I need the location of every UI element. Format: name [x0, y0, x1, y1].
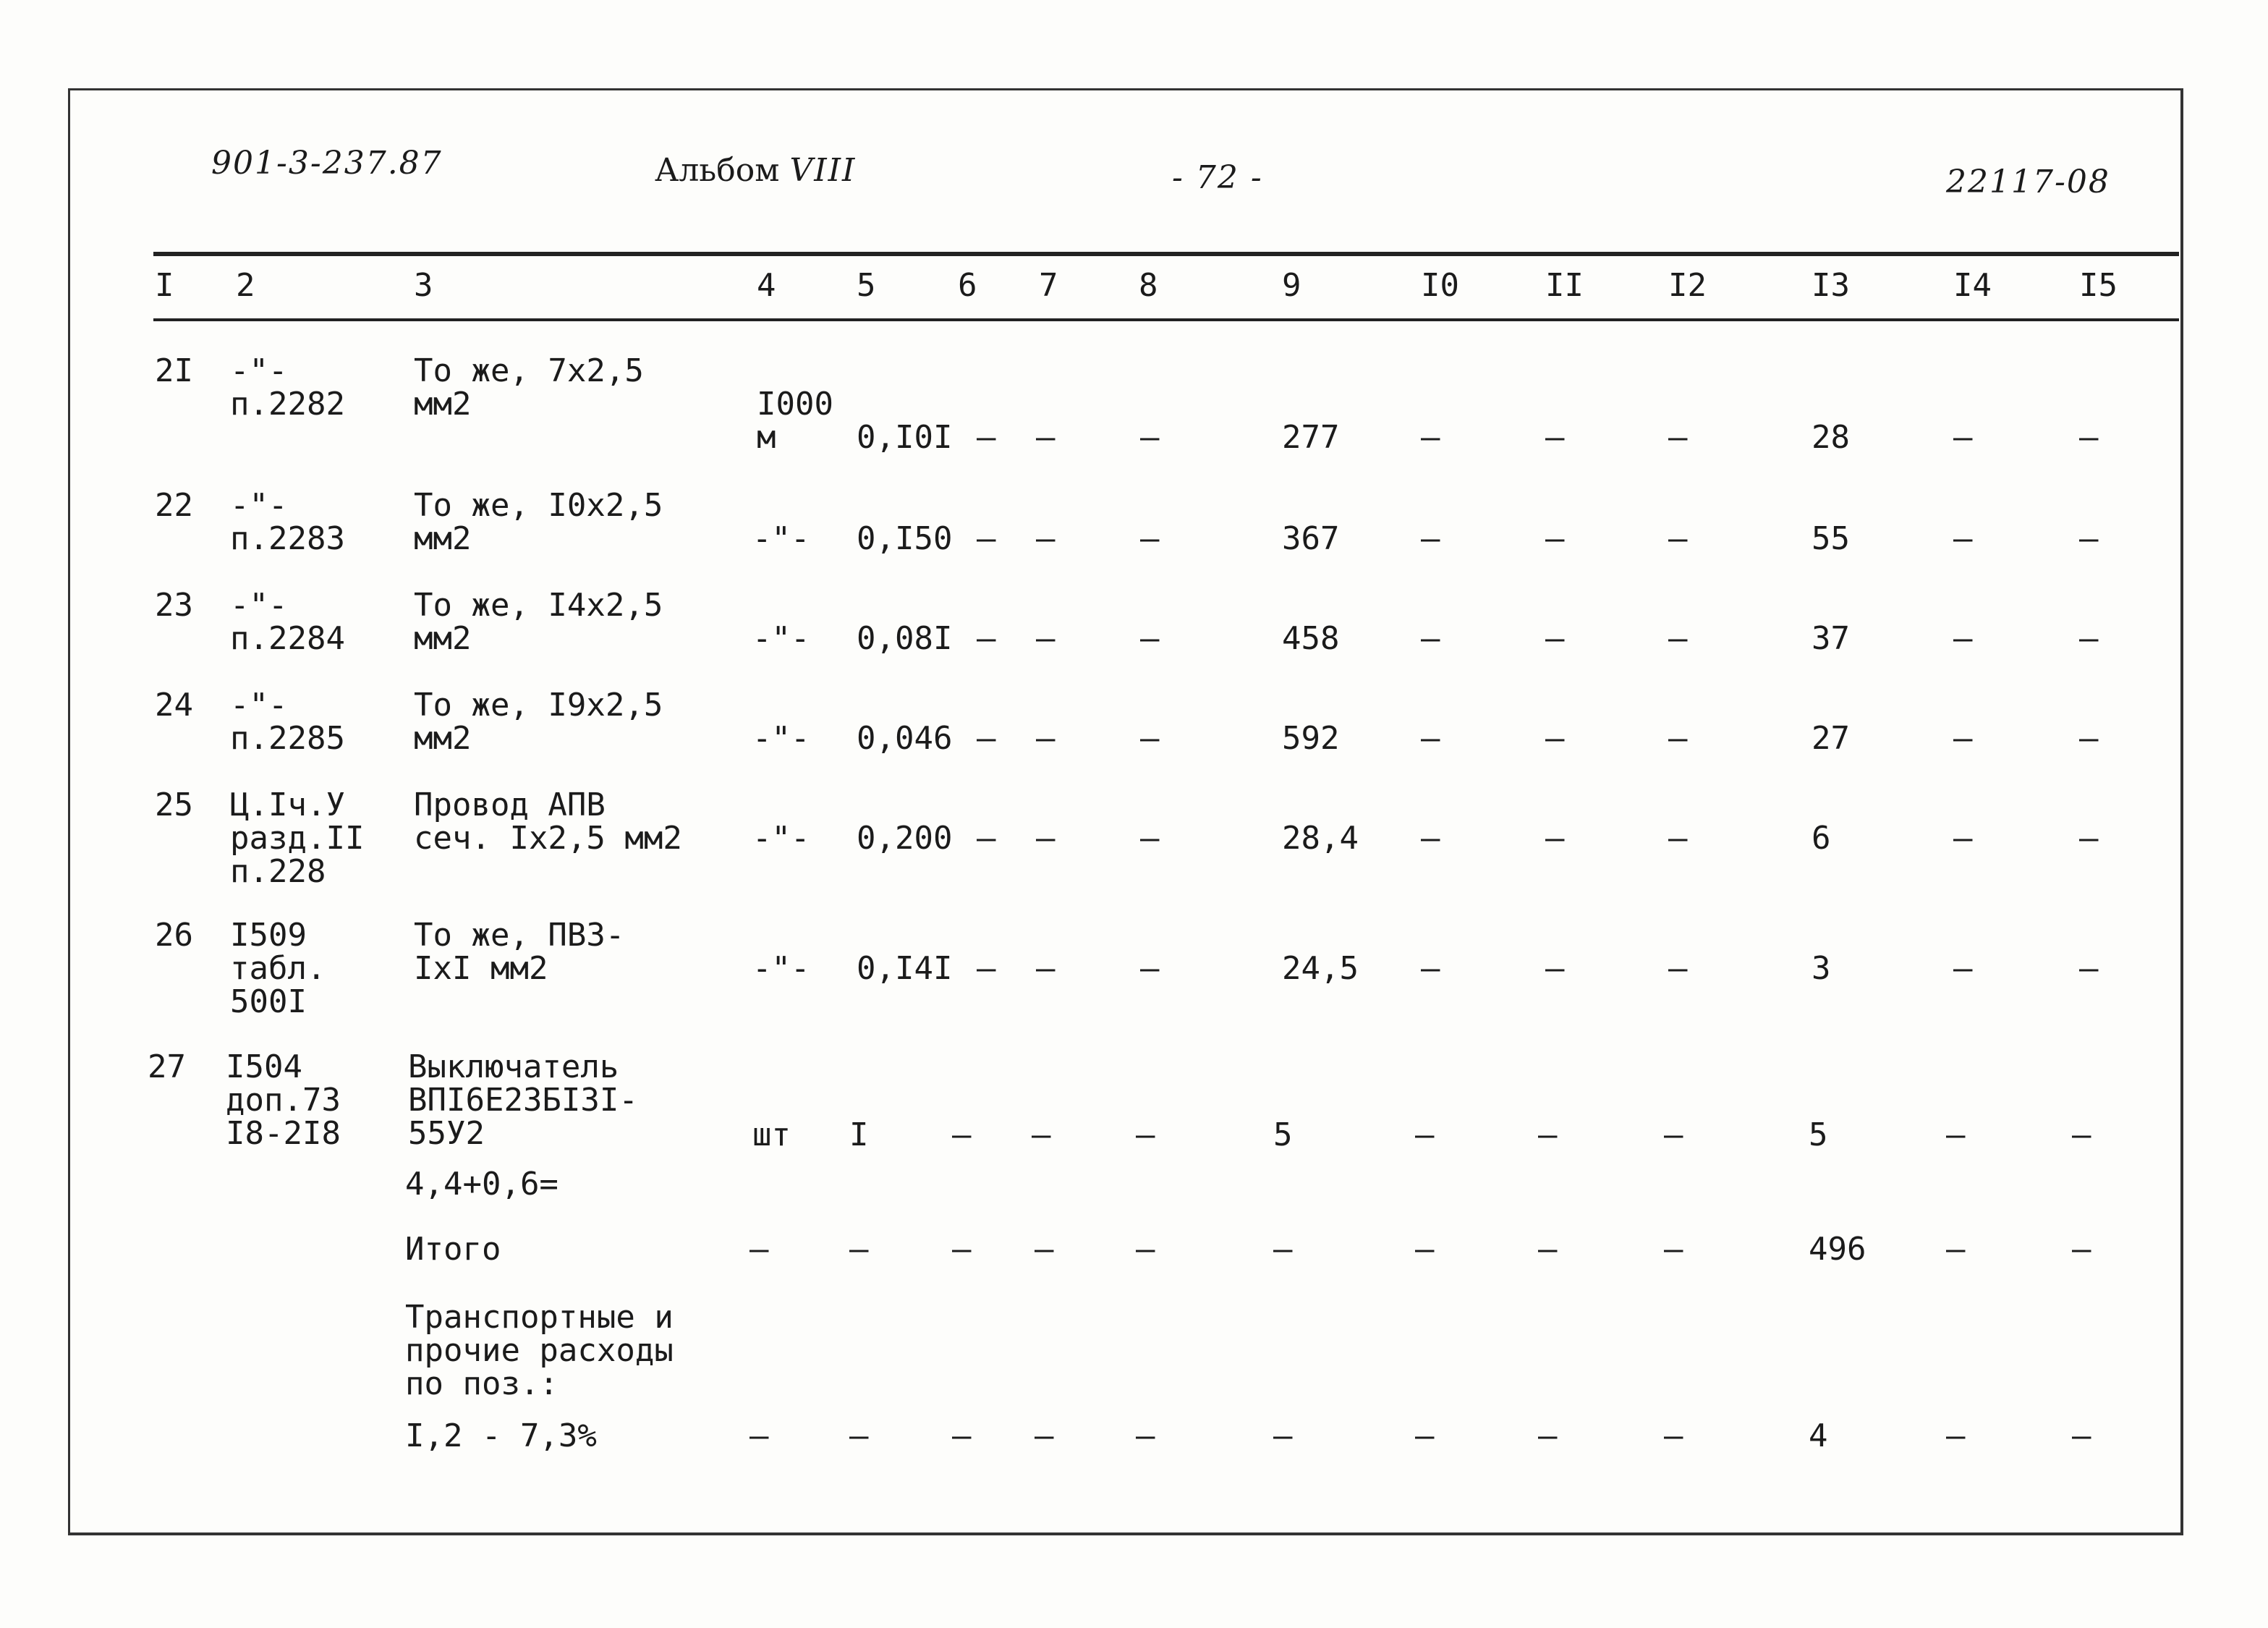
cell-col8: – — [1136, 1116, 1155, 1153]
cell-col10: – — [1421, 520, 1440, 557]
cell-col12: – — [1668, 820, 1688, 857]
header-bottom-rule — [153, 318, 2179, 321]
cell-col10: – — [1421, 950, 1440, 987]
cell-col15: – — [2079, 720, 2099, 757]
cell-col6: – — [977, 720, 996, 757]
cell-col9: 367 — [1282, 520, 1340, 557]
album-label — [655, 152, 856, 189]
row-reference: Ц.Iч.У разд.II п.228 — [230, 787, 365, 890]
transport-col14: – — [1946, 1417, 1966, 1454]
cell-col5: 0,I50 — [857, 520, 953, 557]
cell-col8: – — [1140, 419, 1160, 456]
cell-col10: – — [1421, 820, 1440, 857]
row-unit: -"- — [752, 950, 810, 987]
col-header-6: 6 — [958, 267, 977, 304]
total-col5: – — [849, 1231, 869, 1268]
total-col10: – — [1415, 1231, 1435, 1268]
cell-col12: – — [1668, 520, 1688, 557]
total-col4: – — [749, 1231, 769, 1268]
cell-col14: – — [1953, 820, 1973, 857]
col-header-13: I3 — [1812, 267, 1850, 304]
cell-col5: 0,046 — [857, 720, 953, 757]
row-reference: -"- п.2283 — [230, 487, 345, 557]
cell-col15: – — [2079, 620, 2099, 657]
cell-col7: – — [1036, 520, 1056, 557]
cell-col10: – — [1421, 720, 1440, 757]
cell-col6: – — [952, 1116, 972, 1153]
cell-col14: – — [1946, 1116, 1966, 1153]
cell-col9: 458 — [1282, 620, 1340, 657]
total-col7: – — [1035, 1231, 1054, 1268]
row-reference: -"- п.2282 — [230, 352, 345, 423]
header-top-rule — [153, 252, 2179, 256]
cell-col12: – — [1668, 950, 1688, 987]
cell-col7: – — [1036, 419, 1056, 456]
row-number: 2I — [155, 352, 193, 389]
cell-col13: 37 — [1812, 620, 1850, 657]
row-unit: -"- — [752, 820, 810, 857]
cell-col10: – — [1421, 620, 1440, 657]
cell-col14: – — [1953, 720, 1973, 757]
cell-col14: – — [1953, 419, 1973, 456]
cell-col14: – — [1953, 520, 1973, 557]
total-col11: – — [1538, 1231, 1558, 1268]
cell-col15: – — [2079, 950, 2099, 987]
row-reference: I504 доп.73 I8-2I8 — [226, 1048, 341, 1152]
col-header-1: I — [155, 267, 174, 304]
row-number: 23 — [155, 587, 193, 624]
cell-col9: 5 — [1273, 1116, 1293, 1153]
row-description: Выключатель ВПI6Е23БI3I- 55У2 — [408, 1048, 638, 1152]
cell-col8: – — [1140, 820, 1160, 857]
total-col9: – — [1273, 1231, 1293, 1268]
cell-col11: – — [1545, 520, 1565, 557]
transport-label: Транспортные и прочие расходы по поз.: — [405, 1299, 674, 1402]
total-col13: 496 — [1809, 1231, 1866, 1268]
cell-col14: – — [1953, 950, 1973, 987]
cell-col13: 55 — [1812, 520, 1850, 557]
row-number: 22 — [155, 487, 193, 524]
row-number: 24 — [155, 687, 193, 724]
cell-col12: – — [1664, 1116, 1683, 1153]
row-description: То же, I9х2,5 мм2 — [414, 687, 663, 757]
col-header-5: 5 — [857, 267, 876, 304]
cell-col5: 0,200 — [857, 820, 953, 857]
col-header-15: I5 — [2079, 267, 2118, 304]
cell-col11: – — [1545, 950, 1565, 987]
col-header-11: II — [1545, 267, 1584, 304]
transport-col5: – — [849, 1417, 869, 1454]
total-col14: – — [1946, 1231, 1966, 1268]
cell-col13: 6 — [1812, 820, 1831, 857]
cell-col7: – — [1032, 1116, 1051, 1153]
row-description: Провод АПВ сеч. Iх2,5 мм2 — [414, 787, 682, 857]
cell-col14: – — [1953, 620, 1973, 657]
cell-col12: – — [1668, 720, 1688, 757]
row-reference: -"- п.2285 — [230, 687, 345, 757]
cell-col5: I — [849, 1116, 869, 1153]
row-number: 26 — [155, 917, 193, 954]
col-header-7: 7 — [1039, 267, 1058, 304]
cell-col8: – — [1140, 950, 1160, 987]
cell-col12: – — [1668, 419, 1688, 456]
cell-col11: – — [1545, 720, 1565, 757]
cell-col9: 24,5 — [1282, 950, 1359, 987]
cell-col15: – — [2079, 520, 2099, 557]
col-header-10: I0 — [1421, 267, 1459, 304]
cell-col9: 277 — [1282, 419, 1340, 456]
transport-col15: – — [2072, 1417, 2091, 1454]
transport-col4: – — [749, 1417, 769, 1454]
cell-col6: – — [977, 520, 996, 557]
col-header-4: 4 — [757, 267, 776, 304]
transport-col12: – — [1664, 1417, 1683, 1454]
row-unit: шт — [752, 1116, 791, 1153]
transport-col9: – — [1273, 1417, 1293, 1454]
cell-col8: – — [1140, 720, 1160, 757]
total-col6: – — [952, 1231, 972, 1268]
cell-col5: 0,I4I — [857, 950, 953, 987]
cell-col15: – — [2079, 820, 2099, 857]
transport-formula: I,2 - 7,3% — [405, 1417, 597, 1454]
row-unit: -"- — [752, 720, 810, 757]
cell-col7: – — [1036, 620, 1056, 657]
row-description: То же, ПВЗ- IхI мм2 — [414, 917, 625, 987]
col-header-2: 2 — [236, 267, 255, 304]
cell-col7: – — [1036, 820, 1056, 857]
cell-col10: – — [1421, 419, 1440, 456]
cell-col9: 28,4 — [1282, 820, 1359, 857]
transport-col8: – — [1136, 1417, 1155, 1454]
cell-col13: 3 — [1812, 950, 1831, 987]
row-reference: I509 табл. 500I — [230, 917, 326, 1020]
row-description: То же, I4х2,5 мм2 — [414, 587, 663, 657]
cell-col9: 592 — [1282, 720, 1340, 757]
page-frame — [68, 88, 2183, 1535]
transport-col7: – — [1035, 1417, 1054, 1454]
cell-col5: 0,08I — [857, 620, 953, 657]
album-word: Альбом — [655, 152, 780, 189]
cell-col15: – — [2072, 1116, 2091, 1153]
row-number: 27 — [148, 1048, 186, 1085]
col-header-14: I4 — [1953, 267, 1992, 304]
transport-col10: – — [1415, 1417, 1435, 1454]
cell-col6: – — [977, 620, 996, 657]
cell-col12: – — [1668, 620, 1688, 657]
col-header-8: 8 — [1139, 267, 1158, 304]
row-reference: -"- п.2284 — [230, 587, 345, 657]
cell-col7: – — [1036, 720, 1056, 757]
col-header-12: I2 — [1668, 267, 1707, 304]
total-col8: – — [1136, 1231, 1155, 1268]
row-unit: -"- — [752, 520, 810, 557]
row-extra-formula: 4,4+0,6= — [405, 1166, 558, 1203]
cell-col11: – — [1545, 820, 1565, 857]
row-description: То же, I0х2,5 мм2 — [414, 487, 663, 557]
row-description: То же, 7х2,5 мм2 — [414, 352, 644, 423]
doc-code: 901-3-237.87 — [211, 145, 443, 182]
transport-col11: – — [1538, 1417, 1558, 1454]
row-unit: I000 м — [757, 386, 833, 456]
cell-col8: – — [1140, 620, 1160, 657]
cell-col15: – — [2079, 419, 2099, 456]
cell-col13: 27 — [1812, 720, 1850, 757]
cell-col11: – — [1545, 620, 1565, 657]
album-numeral: VIII — [789, 152, 857, 189]
cell-col5: 0,I0I — [857, 419, 953, 456]
row-number: 25 — [155, 787, 193, 823]
sheet-code: 22117-08 — [1946, 164, 2110, 200]
cell-col11: – — [1545, 419, 1565, 456]
cell-col11: – — [1538, 1116, 1558, 1153]
transport-col13: 4 — [1809, 1417, 1828, 1454]
col-header-3: 3 — [414, 267, 433, 304]
total-col12: – — [1664, 1231, 1683, 1268]
page-number: - 72 - — [1172, 159, 1263, 196]
cell-col6: – — [977, 820, 996, 857]
cell-col6: – — [977, 950, 996, 987]
cell-col10: – — [1415, 1116, 1435, 1153]
total-label: Итого — [405, 1231, 501, 1268]
cell-col6: – — [977, 419, 996, 456]
transport-col6: – — [952, 1417, 972, 1454]
col-header-9: 9 — [1282, 267, 1301, 304]
cell-col8: – — [1140, 520, 1160, 557]
row-unit: -"- — [752, 620, 810, 657]
cell-col7: – — [1036, 950, 1056, 987]
total-col15: – — [2072, 1231, 2091, 1268]
cell-col13: 5 — [1809, 1116, 1828, 1153]
cell-col13: 28 — [1812, 419, 1850, 456]
